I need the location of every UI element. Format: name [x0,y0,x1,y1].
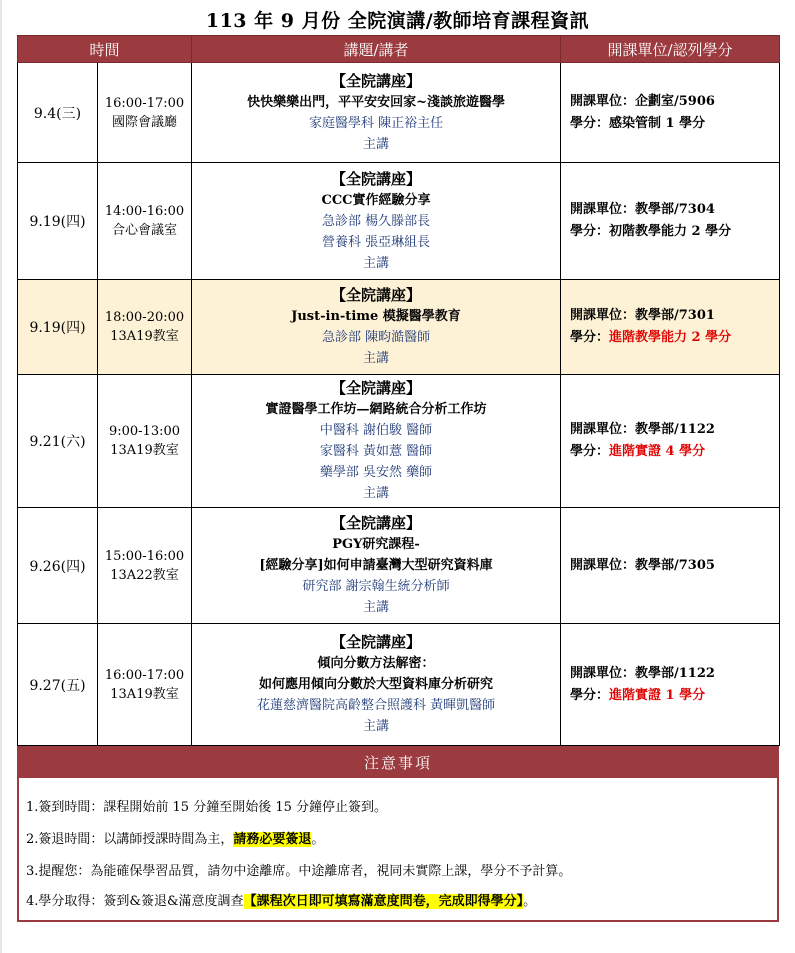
lecture-title: 快快樂樂出門，平平安安回家~淺談旅遊醫學 [247,94,505,110]
header-time: 時間 [18,36,192,63]
lecture-label: 主講 [363,600,390,615]
course-unit: 開課單位：教學部/7304 [570,202,715,217]
row-room: 13A19教室 [110,686,179,702]
lecture-title: 如何應用傾向分數於大型資料庫分析研究 [259,677,494,692]
note-2-text: 2.簽退時間：以講師授課時間為主， [26,832,234,847]
credit-prefix: 學分： [570,115,610,131]
row-topic [192,163,561,280]
course-unit: 開課單位：教學部/1122 [570,422,715,437]
course-unit: 開課單位：教學部/7301 [570,308,715,323]
credit-line [570,685,779,707]
table-row [18,63,780,163]
credit-prefix: 學分： [570,224,610,239]
row-date: 9.19(四) [18,280,98,375]
row-date: 9.26(四) [18,508,98,624]
note-2-end: 。 [311,832,325,847]
schedule-table [17,35,780,746]
credit-line [570,221,779,243]
speaker: 家庭醫學科 陳正裕主任 [308,115,444,131]
credit-line [570,441,779,463]
lecture-badge: 【全院講座】 [331,71,422,90]
credit-value: 感染管制 1 學分 [609,115,706,131]
row-unit-credit [561,375,780,508]
speaker: 營養科 張亞琳組長 [321,234,431,250]
speaker: 藥學部 吳安然 藥師 [319,465,433,480]
note-3: 3.提醒您：為能確保學習品質，請勿中途離席。中途離席者，視同未實際上課，學分不予計算。 [26,864,572,879]
lecture-badge: 【全院講座】 [331,379,422,397]
row-unit-credit [561,508,780,624]
row-time-room [98,624,192,746]
credit-value: 初階教學能力 2 學分 [609,224,732,239]
row-topic [192,63,561,163]
row-topic [192,508,561,624]
credit-prefix: 學分： [570,330,610,345]
table-row [18,163,780,280]
row-date: 9.21(六) [18,375,98,508]
credit-line [570,327,779,349]
table-row [18,624,780,746]
row-time-room [98,63,192,163]
credit-value: 進階教學能力 2 學分 [609,330,732,345]
row-time: 9:00-13:00 [108,424,181,439]
row-room: 13A19教室 [110,443,179,458]
row-time: 16:00-17:00 [104,667,185,683]
speaker: 中醫科 謝伯駿 醫師 [319,423,433,438]
lecture-title: PGY研究課程- [332,537,420,552]
table-row [18,375,780,508]
lecture-badge: 【全院講座】 [331,286,422,304]
course-unit: 開課單位：企劃室/5906 [570,93,715,109]
page-title: 113 年 9 月份 全院演講/教師培育課程資訊 [205,10,590,32]
row-date: 9.27(五) [18,624,98,746]
lecture-title: Just-in-time 模擬醫學教育 [291,309,461,324]
credit-line [570,113,779,135]
lecture-badge: 【全院講座】 [331,633,422,651]
speaker: 急診部 陳畇澔醫師 [321,330,431,345]
notes-box [17,746,779,922]
lecture-label: 主講 [363,136,390,152]
lecture-label: 主講 [363,351,390,366]
row-time: 15:00-16:00 [104,548,185,564]
credit-prefix: 學分： [570,444,610,459]
speaker: 急診部 楊久滕部長 [321,213,431,229]
note-2 [26,828,324,847]
table-row [18,280,780,375]
row-time: 16:00-17:00 [104,95,185,111]
note-2-highlight: 請務必要簽退 [233,832,312,847]
note-4 [26,890,536,909]
note-4-end: 。 [523,894,537,909]
course-unit: 開課單位：教學部/7305 [570,557,715,573]
row-time-room [98,163,192,280]
speaker: 家醫科 黃如薏 醫師 [319,444,433,459]
row-topic [192,375,561,508]
lecture-label: 主講 [363,255,390,271]
lecture-label: 主講 [363,486,390,501]
lecture-badge: 【全院講座】 [331,169,422,188]
row-topic [192,280,561,375]
course-unit: 開課單位：教學部/1122 [570,665,715,681]
table-header-row [18,36,780,63]
row-unit-credit [561,163,780,280]
row-unit-credit [561,624,780,746]
row-time: 14:00-16:00 [104,204,185,219]
row-room: 合心會議室 [112,223,178,238]
row-time: 18:00-20:00 [104,310,185,325]
credit-value: 進階實證 1 學分 [609,687,706,703]
row-topic [192,624,561,746]
lecture-title: CCC實作經驗分享 [321,192,431,208]
lecture-title: 傾向分數方法解密： [317,656,435,671]
speaker: 研究部 謝宗翰生統分析師 [302,579,450,594]
lecture-title: [經驗分享]如何申請臺灣大型研究資料庫 [259,558,493,573]
lecture-label: 主講 [363,719,390,734]
page-edge [0,0,2,953]
note-4-text: 4.學分取得：簽到&簽退&滿意度調查 [26,894,244,909]
row-unit-credit [561,63,780,163]
notes-header: 注意事項 [19,748,777,778]
row-unit-credit [561,280,780,375]
lecture-title: 實證醫學工作坊—網路統合分析工作坊 [265,402,487,417]
header-topic: 講題/講者 [192,36,561,63]
row-room: 13A22教室 [110,567,179,583]
credit-prefix: 學分： [570,687,610,703]
lecture-badge: 【全院講座】 [331,514,422,532]
row-time-room [98,375,192,508]
credit-value: 進階實證 4 學分 [609,444,706,459]
row-date: 9.19(四) [18,163,98,280]
note-4-highlight: 【課程次日即可填寫滿意度問卷，完成即得學分】 [243,894,524,909]
header-unit: 開課單位/認列學分 [561,36,780,63]
row-room: 13A19教室 [110,329,179,344]
table-row [18,508,780,624]
row-date: 9.4(三) [18,63,98,163]
note-1: 1.簽到時間：課程開始前 15 分鐘至開始後 15 分鐘停止簽到。 [26,800,388,815]
speaker: 花蓮慈濟醫院高齡整合照護科 黃暉凱醫師 [256,698,496,713]
row-room: 國際會議廳 [112,114,178,130]
row-time-room [98,280,192,375]
row-time-room [98,508,192,624]
